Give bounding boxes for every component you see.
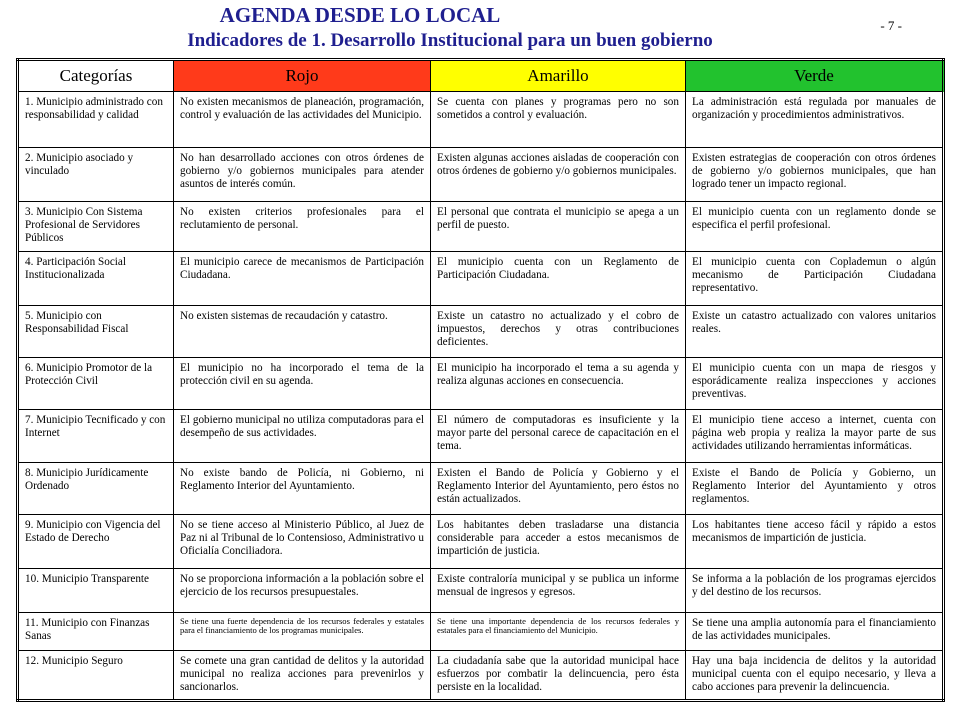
table-header-row [18,60,944,92]
header-categorias: Categorías [18,60,174,92]
category-cell: 11. Municipio con Finanzas Sanas [18,613,174,651]
amarillo-cell: Existen el Bando de Policía y Gobierno y el Reglamento Interior del Ayuntamiento, pero éstos no están actualizados. [431,463,686,515]
category-cell: 6. Municipio Promotor de la Protección Civil [18,358,174,410]
table-row [18,252,944,306]
amarillo-cell: El número de computadoras es insuficiente y la mayor parte del personal carece de capacitación en el tema. [431,410,686,463]
verde-cell: Los habitantes tiene acceso fácil y rápido a estos mecanismos de impartición de justicia. [686,515,944,569]
table-row [18,306,944,358]
page-number: - 7 - [880,18,902,33]
amarillo-cell: Existen algunas acciones aisladas de cooperación con otros órdenes de gobierno y/o gobiernos municipales. [431,148,686,202]
amarillo-cell: Los habitantes deben trasladarse una distancia considerable para acceder a estos mecanismos de impartición de justicia. [431,515,686,569]
rojo-cell: No han desarrollado acciones con otros órdenes de gobierno y/o gobiernos municipales para atender asuntos de interés común. [174,148,431,202]
rojo-cell: No existen sistemas de recaudación y catastro. [174,306,431,358]
header-amarillo: Amarillo [431,60,686,92]
category-cell: 4. Participación Social Institucionalizada [18,252,174,306]
amarillo-cell: Existe contraloría municipal y se publica un informe mensual de ingresos y egresos. [431,569,686,613]
category-cell: 7. Municipio Tecnificado y con Internet [18,410,174,463]
indicators-table [16,58,945,702]
category-cell: 5. Municipio con Responsabilidad Fiscal [18,306,174,358]
category-cell: 2. Municipio asociado y vinculado [18,148,174,202]
verde-cell: Se tiene una amplia autonomía para el financiamiento de las actividades municipales. [686,613,944,651]
amarillo-cell: Existe un catastro no actualizado y el cobro de impuestos, derechos y otras contribuciones deficientes. [431,306,686,358]
rojo-cell: No se proporciona información a la población sobre el ejercicio de los recursos presupuestales. [174,569,431,613]
rojo-cell: Se tiene una fuerte dependencia de los recursos federales y estatales para el financiamiento de los programas municipales. [174,613,431,651]
amarillo-cell: El personal que contrata el municipio se apega a un perfil de puesto. [431,202,686,252]
table-row [18,651,944,701]
category-cell: 12. Municipio Seguro [18,651,174,701]
table-row [18,410,944,463]
verde-cell: Hay una baja incidencia de delitos y la autoridad municipal cuenta con el equipo necesario, y lleva a cabo acciones para prevenir la delincuencia. [686,651,944,701]
category-cell: 3. Municipio Con Sistema Profesional de Servidores Públicos [18,202,174,252]
verde-cell: El municipio cuenta con un reglamento donde se especifica el perfil profesional. [686,202,944,252]
verde-cell: La administración está regulada por manuales de organización y procedimientos administrativos. [686,92,944,148]
table-row [18,202,944,252]
category-cell: 1. Municipio administrado con responsabilidad y calidad [18,92,174,148]
amarillo-cell: Se cuenta con planes y programas pero no son sometidos a control y evaluación. [431,92,686,148]
header-rojo: Rojo [174,60,431,92]
verde-cell: El municipio cuenta con Coplademun o algún mecanismo de Participación Ciudadana representativo. [686,252,944,306]
table-row [18,358,944,410]
document-title: AGENDA DESDE LO LOCAL [219,3,501,27]
table-row [18,515,944,569]
category-cell: 10. Municipio Transparente [18,569,174,613]
rojo-cell: Se comete una gran cantidad de delitos y la autoridad municipal no realiza acciones para prevenirlos y sancionarlos. [174,651,431,701]
rojo-cell: No existe bando de Policía, ni Gobierno, ni Reglamento Interior del Ayuntamiento. [174,463,431,515]
verde-cell: Existen estrategias de cooperación con otros órdenes de gobierno y/o gobiernos municipales, que han logrado tener un impacto regional. [686,148,944,202]
category-cell: 8. Municipio Jurídicamente Ordenado [18,463,174,515]
amarillo-cell: El municipio ha incorporado el tema a su agenda y realiza algunas acciones en consecuencia. [431,358,686,410]
verde-cell: Existe el Bando de Policía y Gobierno, un Reglamento Interior del Ayuntamiento y otros reglamentos. [686,463,944,515]
table-row [18,148,944,202]
amarillo-cell: El municipio cuenta con un Reglamento de Participación Ciudadana. [431,252,686,306]
rojo-cell: No se tiene acceso al Ministerio Público, al Juez de Paz ni al Tribunal de lo Contensioso, Administrativo u Oficialía Conciliadora. [174,515,431,569]
rojo-cell: El municipio carece de mecanismos de Participación Ciudadana. [174,252,431,306]
verde-cell: El municipio tiene acceso a internet, cuenta con página web propia y realiza la mayor parte de sus actividades utilizando herramientas informáticas. [686,410,944,463]
table-row [18,92,944,148]
table-row [18,569,944,613]
table-row [18,613,944,651]
verde-cell: Se informa a la población de los programas ejercidos y del destino de los recursos. [686,569,944,613]
verde-cell: Existe un catastro actualizado con valores unitarios reales. [686,306,944,358]
verde-cell: El municipio cuenta con un mapa de riesgos y esporádicamente realiza inspecciones y acciones preventivas. [686,358,944,410]
rojo-cell: El municipio no ha incorporado el tema de la protección civil en su agenda. [174,358,431,410]
header-verde: Verde [686,60,944,92]
rojo-cell: No existen criterios profesionales para el reclutamiento de personal. [174,202,431,252]
category-cell: 9. Municipio con Vigencia del Estado de Derecho [18,515,174,569]
document-subtitle: Indicadores de 1. Desarrollo Institucional para un buen gobierno [187,30,713,51]
amarillo-cell: Se tiene una importante dependencia de los recursos federales y estatales para el financiamiento del Municipio. [431,613,686,651]
table-row [18,463,944,515]
rojo-cell: No existen mecanismos de planeación, programación, control y evaluación de las actividades del Municipio. [174,92,431,148]
rojo-cell: El gobierno municipal no utiliza computadoras para el desempeño de sus actividades. [174,410,431,463]
amarillo-cell: La ciudadanía sabe que la autoridad municipal hace esfuerzos por combatir la delincuencia, pero ésta persiste en la localidad. [431,651,686,701]
